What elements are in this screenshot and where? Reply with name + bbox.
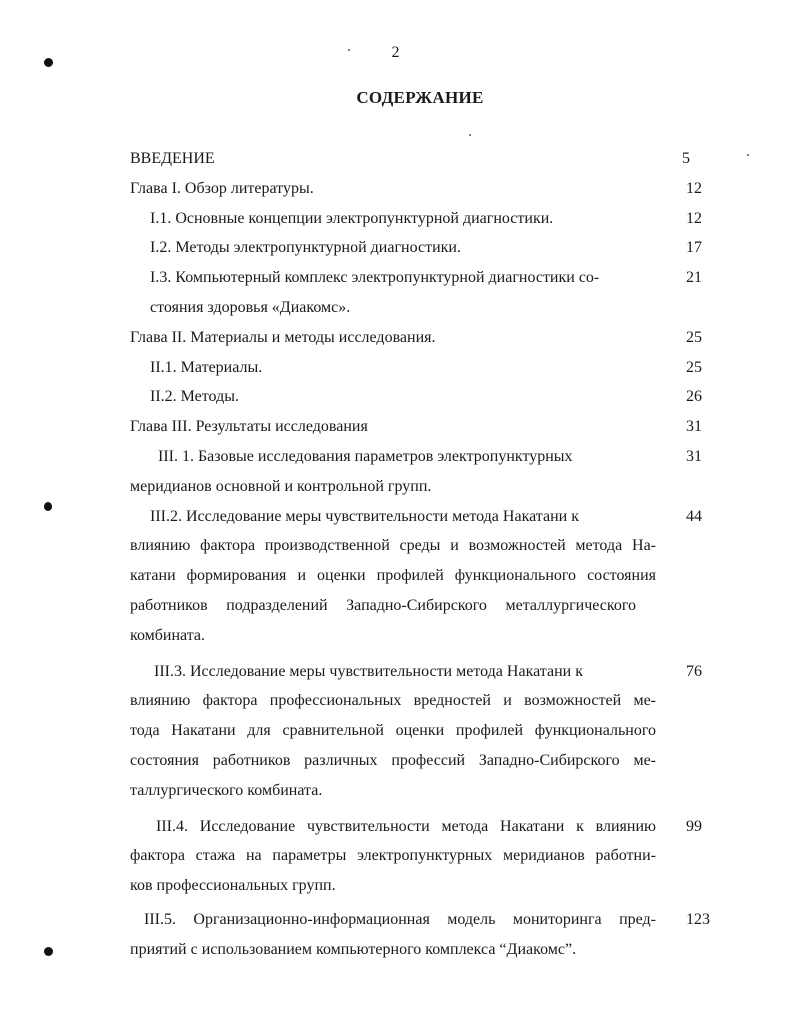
toc-line: Глава I. Обзор литературы. xyxy=(130,179,314,197)
table-of-contents xyxy=(130,144,720,965)
toc-entry-section-1-2 xyxy=(130,233,720,263)
toc-entry-section-3-2 xyxy=(130,502,720,651)
toc-line: I.3. Компьютерный комплекс электропунктурной диагностики со- xyxy=(150,269,600,287)
toc-line: ков профессиональных групп. xyxy=(130,877,336,895)
toc-line: катани формирования и оценки профилей функционального состояния xyxy=(130,567,656,585)
toc-page-number: 17 xyxy=(686,239,702,257)
toc-line: III.3. Исследование меры чувствительности метода Накатани к xyxy=(154,662,583,680)
toc-line: влиянию фактора профессиональных вредностей и возможностей ме- xyxy=(130,692,656,710)
toc-line: II.1. Материалы. xyxy=(150,358,263,376)
toc-page-number: 99 xyxy=(686,817,702,835)
toc-line: ВВЕДЕНИЕ xyxy=(130,150,215,167)
toc-entry-section-1-1 xyxy=(130,204,720,234)
toc-page-number: 21 xyxy=(686,269,702,287)
toc-line: стояния здоровья «Диакомс». xyxy=(150,298,351,316)
toc-entry-section-3-1 xyxy=(130,442,720,502)
toc-entry-chapter-3 xyxy=(130,412,720,442)
toc-page-number: 12 xyxy=(686,179,702,197)
toc-line: I.1. Основные концепции электропунктурной диагностики. xyxy=(150,209,554,227)
binder-hole-mark xyxy=(44,502,52,511)
toc-line: фактора стажа на параметры электропунктурных меридианов работни- xyxy=(130,847,656,865)
toc-line: III.2. Исследование меры чувствительности метода Накатани к xyxy=(150,507,579,525)
toc-page-number: 44 xyxy=(686,507,702,525)
page-number: 2 xyxy=(391,44,400,61)
scan-speck xyxy=(747,154,749,156)
toc-entry-introduction xyxy=(130,144,720,174)
toc-page-number: 31 xyxy=(686,418,702,436)
toc-line: приятий с использованием компьютерного комплекса “Диакомс”. xyxy=(130,940,577,958)
toc-line: комбината. xyxy=(130,626,206,644)
toc-entry-section-2-2 xyxy=(130,382,720,412)
toc-entry-section-1-3 xyxy=(130,263,720,323)
toc-line: меридианов основной и контрольной групп. xyxy=(130,477,432,495)
page-title: СОДЕРЖАНИЕ xyxy=(356,88,484,107)
toc-line: состояния работников различных профессий Западно-Сибирского ме- xyxy=(130,751,656,769)
toc-entry-section-3-5 xyxy=(130,905,720,965)
toc-entry-chapter-1 xyxy=(130,174,720,204)
toc-page-number: 76 xyxy=(686,662,702,680)
toc-line: тода Накатани для сравнительной оценки профилей функционального xyxy=(130,722,656,740)
toc-page-number: 25 xyxy=(686,328,702,346)
toc-page-number: 5 xyxy=(682,150,690,167)
toc-line: таллургического комбината. xyxy=(130,781,323,799)
scan-speck xyxy=(469,134,471,136)
toc-line: II.2. Методы. xyxy=(150,388,239,406)
toc-line: Глава III. Результаты исследования xyxy=(130,418,368,436)
toc-line: влиянию фактора производственной среды и возможностей метода На- xyxy=(130,537,656,555)
toc-line: III. 1. Базовые исследования параметров электропунктурных xyxy=(158,447,573,465)
toc-entry-section-2-1 xyxy=(130,353,720,383)
toc-line: III.4. Исследование чувствительности метода Накатани к влиянию xyxy=(156,817,656,835)
toc-line: Глава II. Материалы и методы исследования. xyxy=(130,328,436,346)
toc-entry-section-3-4 xyxy=(130,812,720,901)
toc-page-number: 123 xyxy=(686,910,710,928)
toc-entry-section-3-3 xyxy=(130,657,720,806)
toc-page-number: 31 xyxy=(686,447,702,465)
toc-line: работников подразделений Западно-Сибирского металлургического xyxy=(130,596,636,614)
toc-line: I.2. Методы электропунктурной диагностики. xyxy=(150,239,461,257)
toc-line: III.5. Организационно-информационная модель мониторинга пред- xyxy=(144,910,656,928)
toc-entry-chapter-2 xyxy=(130,323,720,353)
binder-hole-mark xyxy=(44,58,53,67)
toc-page-number: 12 xyxy=(686,209,702,227)
binder-hole-mark xyxy=(44,947,53,956)
toc-page-number: 26 xyxy=(686,388,702,406)
toc-page-number: 25 xyxy=(686,358,702,376)
scan-speck xyxy=(348,49,350,51)
